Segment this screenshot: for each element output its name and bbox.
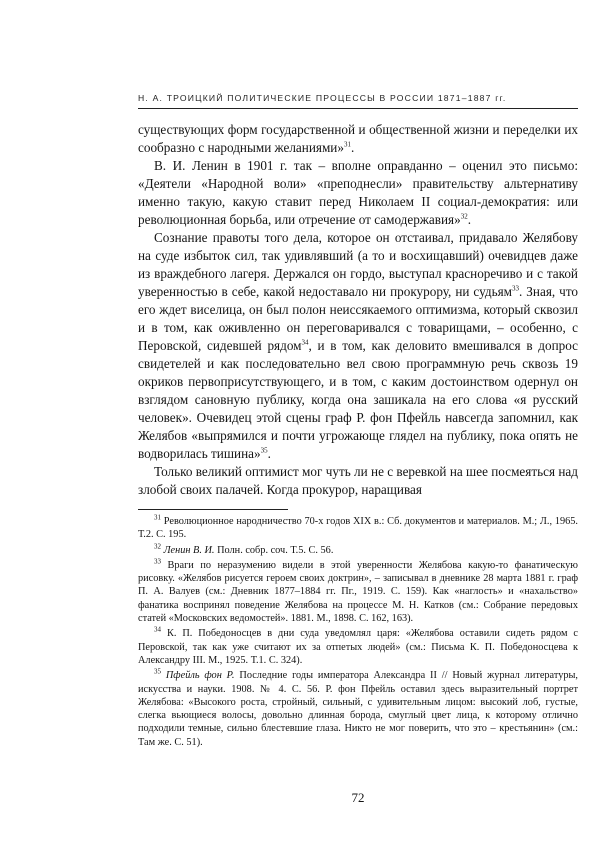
footnote-ref-31: 31 — [343, 140, 351, 149]
footnotes — [138, 515, 578, 749]
footnote-33: $^{33}$ Враги по неразумению видели в этой уверенности Желябова какую-то фанатическую рисовку. «Желябов рисуется героем своих доктрин», – записывал в дневнике 28 марта 1881 г. граф П. А. Валуев (см.: Дневник 1877–1884 гг. Пг., 1919. С. 159). Как «наглость» и «нахальство» фанатика воспринял поведение Желябова на процессе М. Н. Катков (см.: Собрание передовых статей «Московских ведомостей». 1881. М., 1898. С. 162, 163). — [138, 557, 579, 625]
footnote-rule — [138, 509, 288, 510]
paragraph-4: Только великий оптимист мог чуть ли не с веревкой на шее посмеяться над злобой своих палачей. Когда прокурор, наращивая — [138, 464, 578, 497]
footnote-31: $^{31}$ Революционное народничество 70-х годов XIX в.: Сб. документов и материалов. М.; Л., 1965. Т.2. С. 195. — [138, 513, 579, 541]
running-header: Н. А. ТРОИЦКИЙ ПОЛИТИЧЕСКИЕ ПРОЦЕССЫ В РОССИИ 1871–1887 гг. — [138, 93, 507, 103]
footnote-ref-32: 32 — [460, 212, 468, 221]
paragraph-3: Сознание правоты того дела, которое он отстаивал, придавало Желябову на суде избыток сил, так удивлявший (а то и восхищавший) очевидцев даже из враждебного лагеря. Держался он гордо, выступал красноречиво и с такой уверенностью в себе, какой недоставало ни прокурору, ни судьям$^{33}$. Зная, что его ждет виселица, он был полон неиссякаемого оптимизма, который сквозил и в том, как оживленно он переговаривался с товарищами, – особенно, с Перовской, сидевшей рядом$^{34}$, и в том, как деловито вмешивался в допрос свидетелей и как последовательно вел свою программную речь сквозь 19 окриков первоприсутствующего, и в том, с каким достоинством одернул он взглядом сановную публику, когда она зашикала на его слова «я русский человек». Очевидец этой сцены граф Р. фон Пфейль навсегда запомнил, как Желябов «выпрямился и почти угрожающе глядел на публику, пока опять не водворилась тишина»$^{35}$. — [138, 230, 579, 461]
footnote-ref-34: 34 — [301, 338, 309, 347]
paragraph-2: В. И. Ленин в 1901 г. так – вполне оправданно – оценил это письмо: «Деятели «Народной воли» «преподнесли» правительству альтернативу именно такую, какую ставит перед Николаем II социал-демократия: или революционная борьба, или отречение от самодержавия»$^{32}$. — [138, 158, 578, 227]
main-text — [138, 121, 578, 499]
footnote-ref-35: 35 — [260, 446, 268, 455]
footnote-32: $^{32}$ Ленин В. И. Полн. собр. соч. Т.5. С. 56. — [154, 542, 334, 556]
page-number: 72 — [351, 790, 365, 805]
footnote-ref-33: 33 — [512, 284, 520, 293]
footnote-34: $^{34}$ К. П. Победоносцев в дни суда уведомлял царя: «Желябова оставили сидеть рядом с Перовской, так как уже считают их за отпетых людей» (см.: Письма К. П. Победоносцева к Александру III. М., 1925. Т.1. С. 324). — [138, 625, 578, 666]
header-rule — [138, 108, 578, 109]
footnote-35: $^{35}$ Пфейль фон Р. Последние годы императора Александра II // Новый журнал литературы, искусства и науки. 1908. № 4. С. 56. Р. фон Пфейль оставил здесь выразительный портрет Желябова: «Высокого роста, стройный, сильный, с удивительным лицом: высокий лоб, густые, слегка вьющиеся волосы, довольно длинная борода, смуглый цвет лица, к которому отлично подходили темные, сильно блестевшие глаза. Никто не мог поверить, что это – крестьянин» (см.: Там же. С. 51). — [138, 667, 579, 748]
paragraph-1: существующих форм государственной и общественной жизни и переделки их сообразно с народными желаниями»$^{31}$. — [138, 122, 578, 155]
